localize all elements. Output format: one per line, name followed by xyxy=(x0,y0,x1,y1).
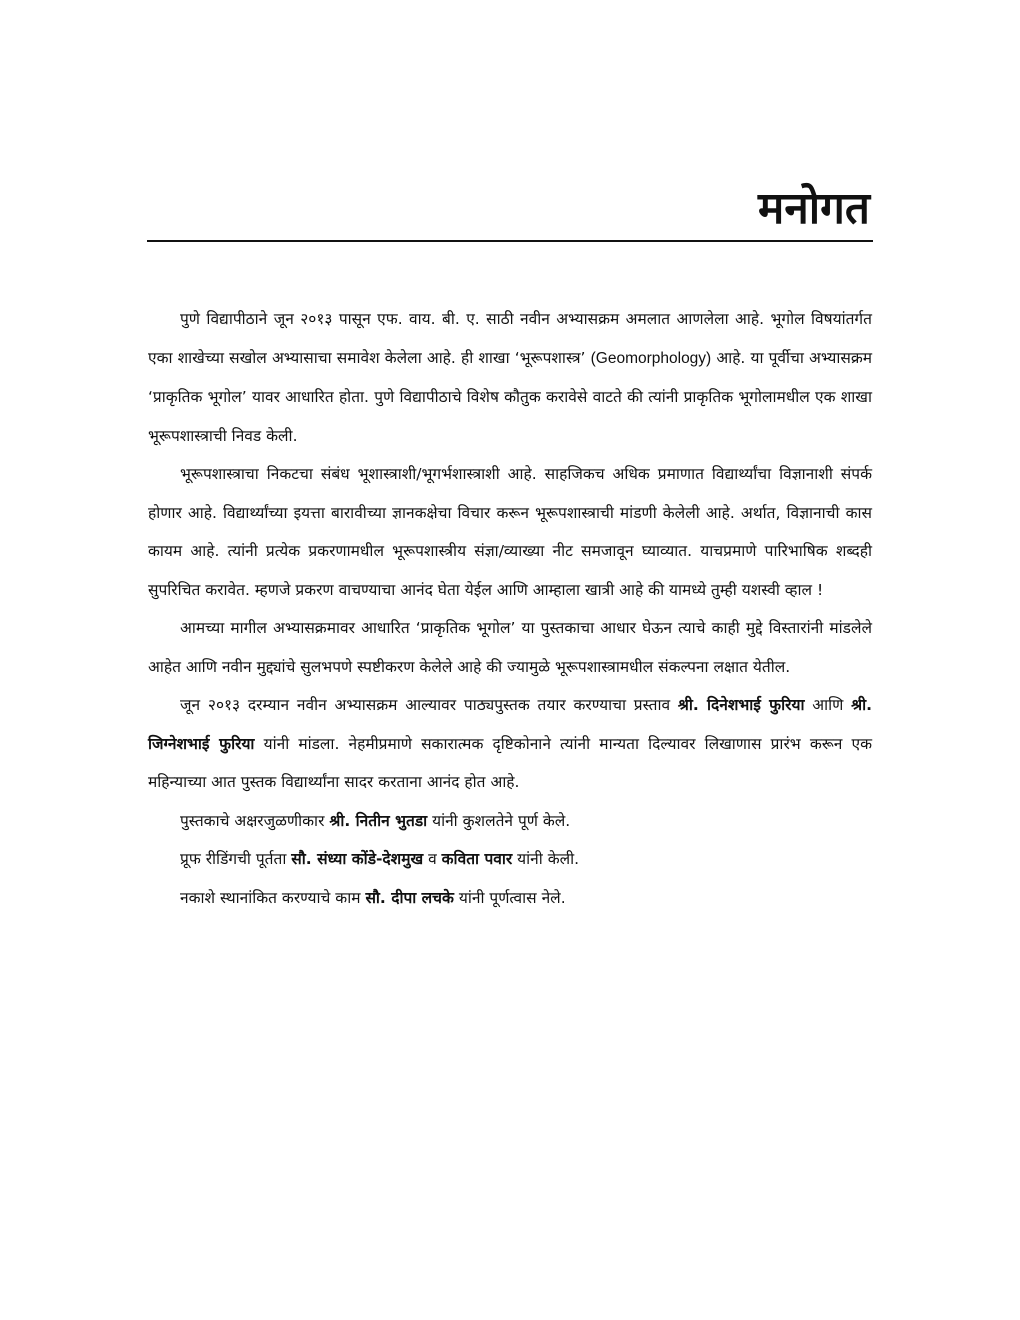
line-proofreading-name-2: कविता पवार xyxy=(441,850,513,868)
paragraph-4 xyxy=(148,686,872,802)
line-proofreading-part-b: व xyxy=(428,850,437,868)
paragraph-1 xyxy=(148,300,872,455)
paragraph-4-name-1: श्री. दिनेशभाई फुरिया xyxy=(677,696,805,714)
line-maps xyxy=(148,879,872,918)
paragraph-1-part-a: पुणे विद्यापीठाने जून २०१३ पासून एफ. वाय. बी. ए. साठी नवीन अभ्यासक्रम अमलात आणलेला आहे. भूगोल विषयांतर्गत एका शाखेच्या सखोल अभ्यासाचा समावेश केलेला आहे. ही शाखा ‘भूरूपशास्त्र’ xyxy=(148,310,872,367)
paragraph-4-part-b: आणि xyxy=(812,696,844,714)
line-proofreading-name-1: सौ. संध्या कोंडे-देशमुख xyxy=(291,850,424,868)
page-title: मनोगत xyxy=(758,183,870,234)
paragraph-1-english-term: (Geomorphology) xyxy=(590,349,712,367)
line-proofreading-part-c: यांनी केली. xyxy=(517,850,580,868)
line-maps-name: सौ. दीपा लचके xyxy=(365,888,454,907)
line-typesetter-name: श्री. नितीन भुतडा xyxy=(329,811,428,830)
paragraph-1-part-c: आहे. या पूर्वीचा अभ्यासक्रम ‘प्राकृतिक भूगोल’ यावर आधारित होता. पुणे विद्यापीठाचे विशेष कौतुक करावेसे वाटते की त्यांनी प्राकृतिक भूगोलामधील एक शाखा भूरूपशास्त्राची निवड केली. xyxy=(148,348,872,445)
paragraph-3: आमच्या मागील अभ्यासक्रमावर आधारित ‘प्राकृतिक भूगोल’ या पुस्तकाचा आधार घेऊन त्याचे काही मुद्दे विस्तारांनी मांडलेले आहेत आणि नवीन मुद्द्यांचे सुलभपणे स्पष्टीकरण केलेले आहे की ज्यामुळे भूरूपशास्त्रामधील संकल्पना लक्षात येतील. xyxy=(148,619,872,676)
line-maps-part-a: नकाशे स्थानांकित करण्याचे काम xyxy=(180,888,361,907)
body-text xyxy=(148,300,872,917)
title-divider xyxy=(147,240,873,242)
line-typesetter-part-b: यांनी कुशलतेने पूर्ण केले. xyxy=(432,811,571,830)
line-proofreading-part-a: प्रूफ रीडिंगची पूर्तता xyxy=(180,850,287,868)
line-maps-part-b: यांनी पूर्णत्वास नेले. xyxy=(458,888,566,907)
paragraph-4-name-2: श्री. जिग्नेशभाई फुरिया xyxy=(148,696,872,753)
paragraph-2: भूरूपशास्त्राचा निकटचा संबंध भूशास्त्राशी/भूगर्भशास्त्राशी आहे. साहजिकच अधिक प्रमाणात विद्यार्थ्यांचा विज्ञानाशी संपर्क होणार आहे. विद्यार्थ्यांच्या इयत्ता बारावीच्या ज्ञानकक्षेचा विचार करून भूरूपशास्त्राची मांडणी केलेली आहे. अर्थात, विज्ञानाची कास कायम आहे. त्यांनी प्रत्येक प्रकरणामधील भूरूपशास्त्रीय संज्ञा/व्याख्या नीट समजावून घ्याव्यात. याचप्रमाणे पारिभाषिक शब्दही सुपरिचित करावेत. म्हणजे प्रकरण वाचण्याचा आनंद घेता येईल आणि आम्हाला खात्री आहे की यामध्ये तुम्ही यशस्वी व्हाल ! xyxy=(148,465,872,599)
line-typesetter xyxy=(148,802,872,841)
paragraph-4-part-c: यांनी मांडला. नेहमीप्रमाणे सकारात्मक दृष्टिकोनाने त्यांनी मान्यता दिल्यावर लिखाणास प्रारंभ करून एक महिन्याच्या आत पुस्तक विद्यार्थ्यांना सादर करताना आनंद होत आहे. xyxy=(148,734,872,791)
line-typesetter-part-a: पुस्तकाचे अक्षरजुळणीकार xyxy=(180,811,325,830)
paragraph-4-part-a: जून २०१३ दरम्यान नवीन अभ्यासक्रम आल्यावर पाठ्यपुस्तक तयार करण्याचा प्रस्ताव xyxy=(180,696,671,714)
line-proofreading xyxy=(148,840,872,879)
